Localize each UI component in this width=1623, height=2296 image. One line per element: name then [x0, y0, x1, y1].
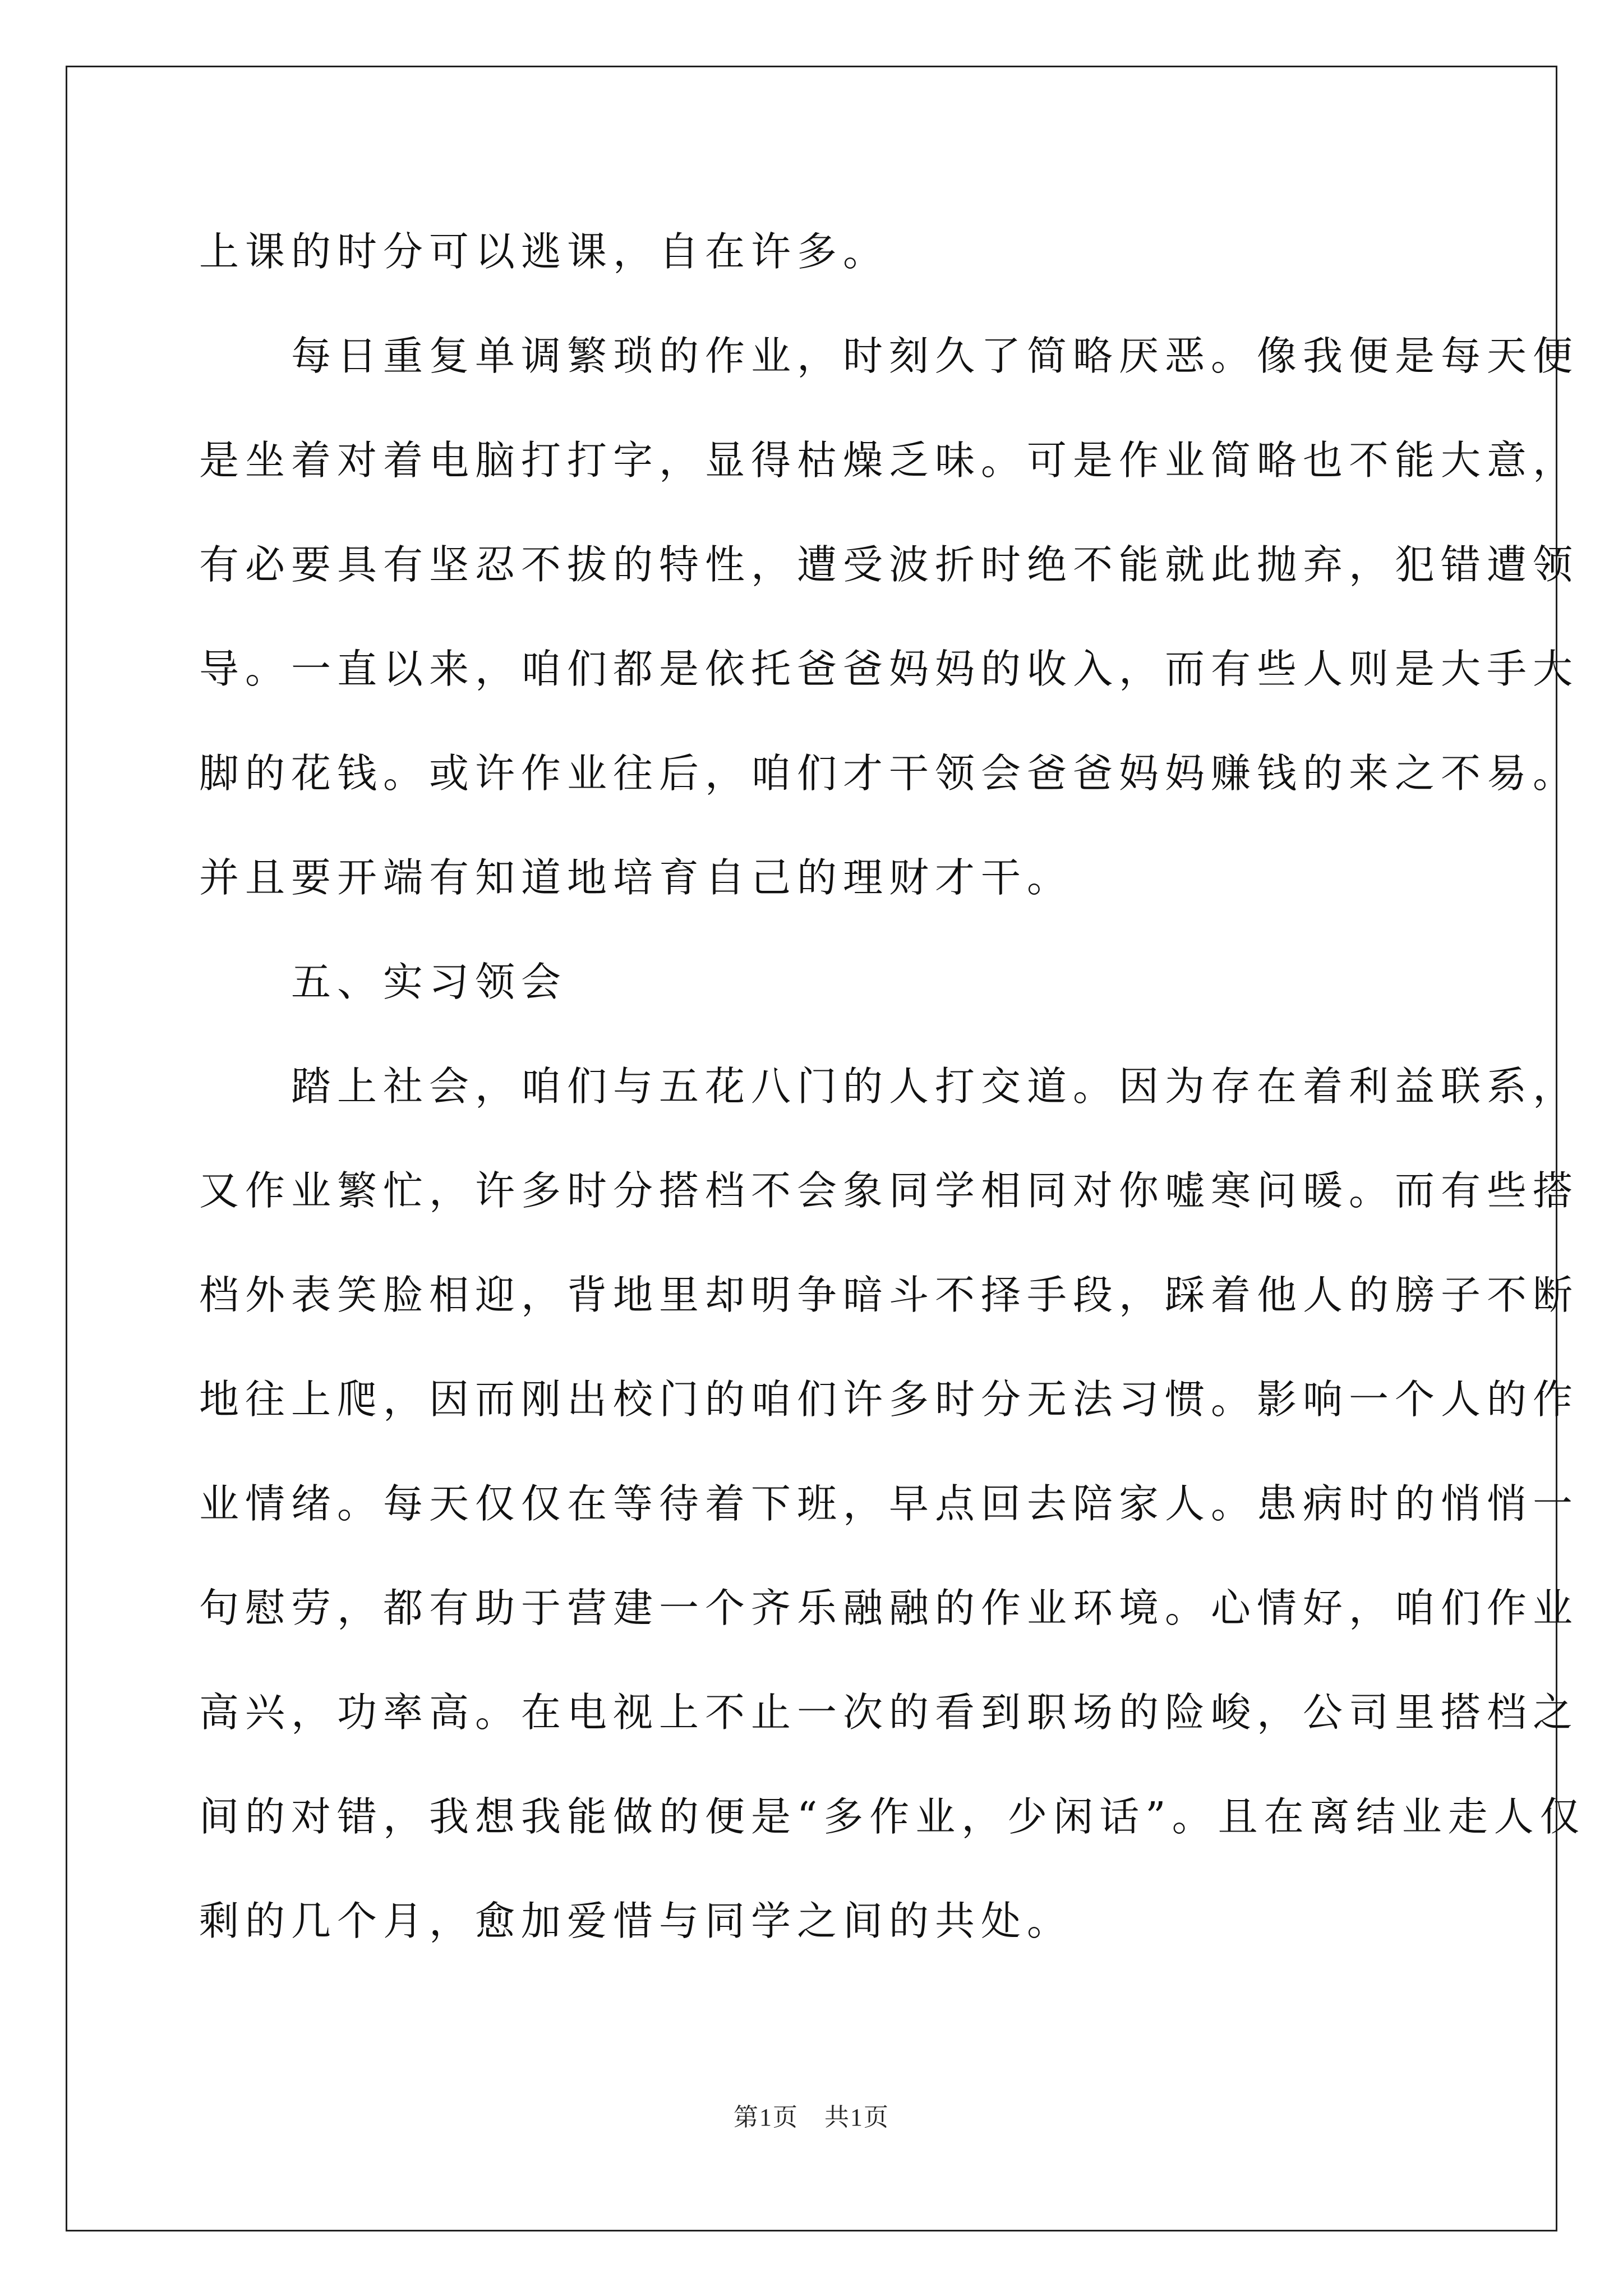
- text-line: 脚的花钱。或许作业往后，咱们才干领会爸爸妈妈赚钱的来之不易。: [199, 750, 1579, 797]
- text-line: 上课的时分可以逃课，自在许多。: [199, 228, 889, 275]
- text-line: 又作业繁忙，许多时分搭档不会象同学相同对你嘘寒问暖。而有些搭: [199, 1167, 1579, 1214]
- section-heading: 五、实习领会: [199, 959, 568, 1005]
- text-line: 业情绪。每天仅仅在等待着下班，早点回去陪家人。患病时的悄悄一: [199, 1480, 1579, 1527]
- page-footer: 第1页 共1页: [734, 2104, 889, 2131]
- text-line: 导。一直以来，咱们都是依托爸爸妈妈的收入，而有些人则是大手大: [199, 646, 1579, 692]
- text-line: 是坐着对着电脑打打字，显得枯燥乏味。可是作业简略也不能大意，: [199, 437, 1579, 484]
- text-line: 地往上爬，因而刚出校门的咱们许多时分无法习惯。影响一个人的作: [199, 1376, 1579, 1423]
- text-line: 有必要具有坚忍不拔的特性，遭受波折时绝不能就此抛弃，犯错遭领: [199, 541, 1579, 588]
- text-line: 间的对错，我想我能做的便是“多作业，少闲话”。且在离结业走人仅: [199, 1793, 1586, 1840]
- text-line: 档外表笑脸相迎，背地里却明争暗斗不择手段，踩着他人的膀子不断: [199, 1272, 1579, 1318]
- text-line: 句慰劳，都有助于营建一个齐乐融融的作业环境。心情好，咱们作业: [199, 1585, 1579, 1631]
- text-line: 每日重复单调繁琐的作业，时刻久了简略厌恶。像我便是每天便: [199, 333, 1579, 379]
- document-body: [199, 210, 1586, 1984]
- text-line: 踏上社会，咱们与五花八门的人打交道。因为存在着利益联系，: [199, 1063, 1579, 1110]
- text-line: 高兴，功率高。在电视上不止一次的看到职场的险峻，公司里搭档之: [199, 1689, 1579, 1736]
- text-line: 并且要开端有知道地培育自己的理财才干。: [199, 854, 1073, 901]
- text-line: 剩的几个月，愈加爱惜与同学之间的共处。: [199, 1898, 1073, 1944]
